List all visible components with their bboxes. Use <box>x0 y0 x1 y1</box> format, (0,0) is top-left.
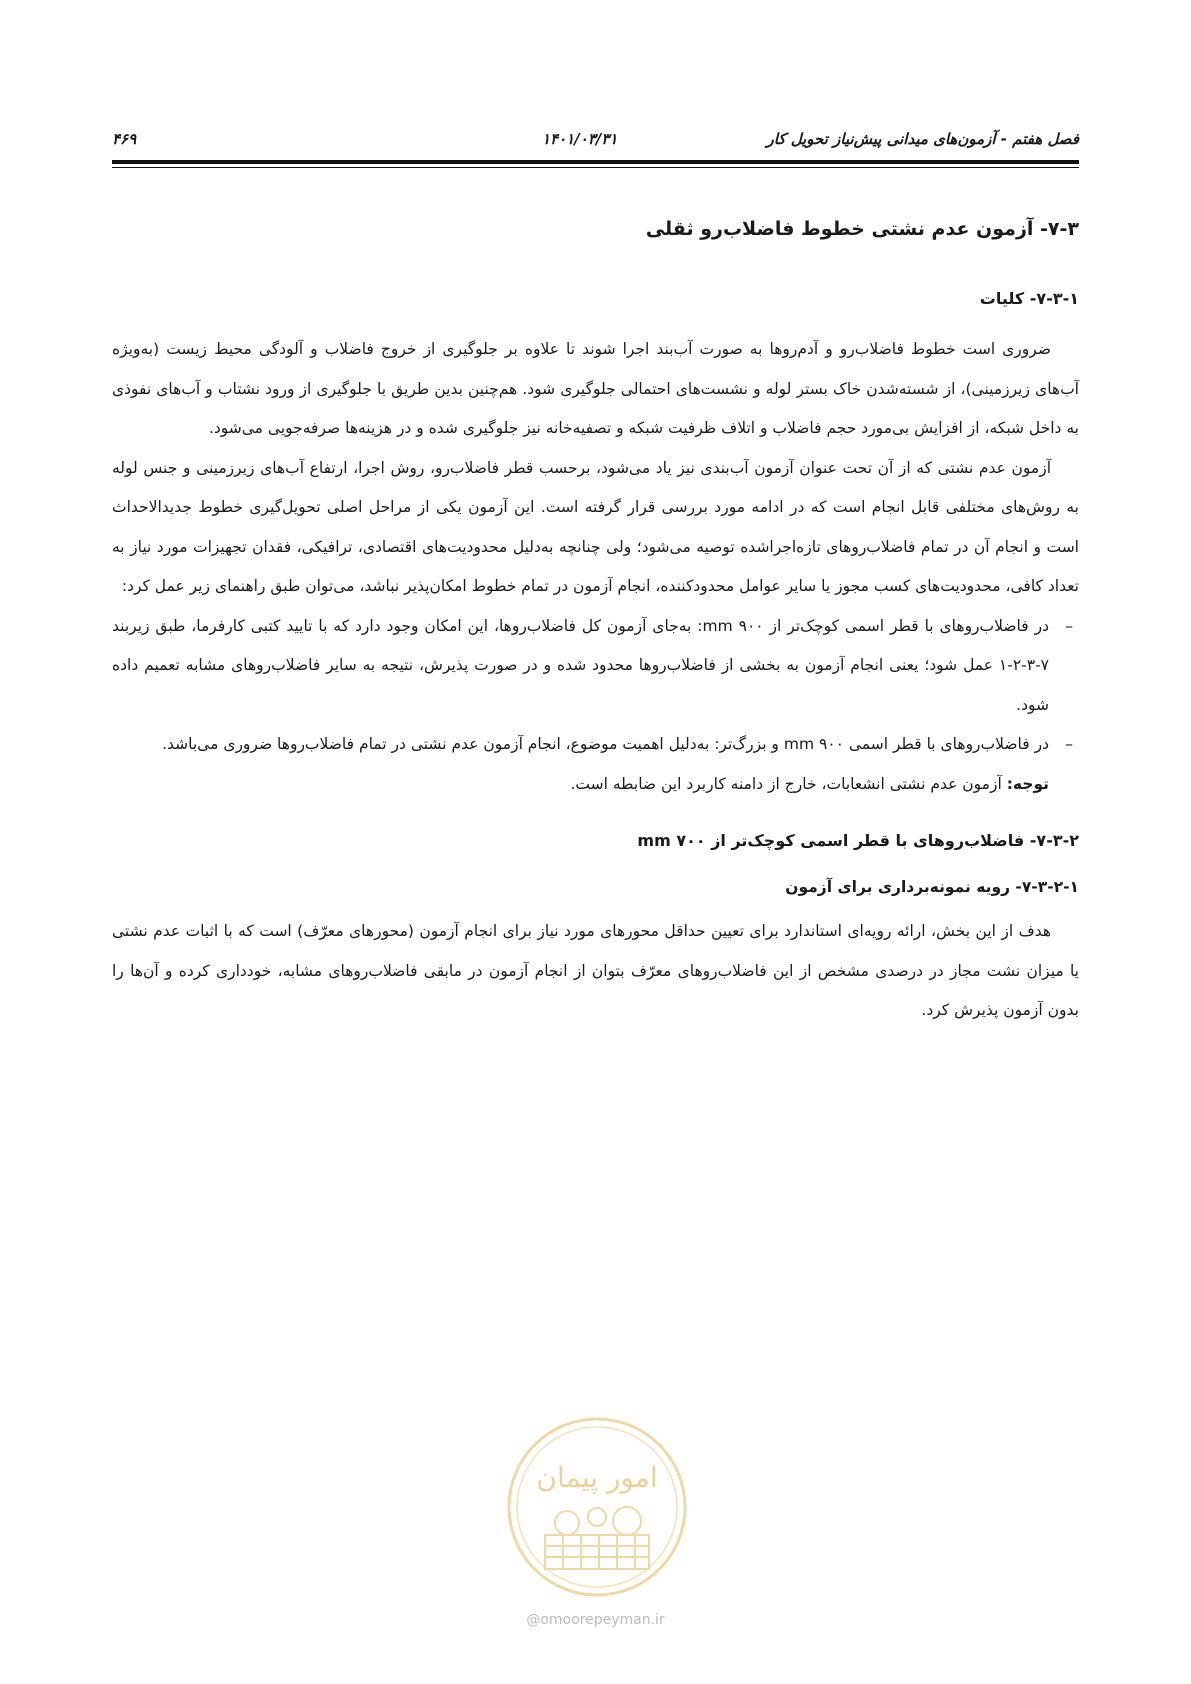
subsection-title-small-diameter: ۷-۳-۲- فاضلاب‌روهای با قطر اسمی کوچک‌تر از mm ۷۰۰ <box>637 831 1079 850</box>
header-rule-thin <box>112 167 1079 168</box>
list-item <box>112 607 1079 726</box>
guideline-list <box>112 607 1079 765</box>
note-label: توجه: <box>1006 774 1049 793</box>
page-body <box>112 214 1079 1031</box>
note-text: آزمون عدم نشتی انشعابات، خارج از دامنه کاربرد این ضابطه است. <box>570 774 1007 793</box>
header-rule-thick <box>112 160 1079 164</box>
page-number: ۴۶۹ <box>112 130 137 148</box>
note <box>112 765 1079 805</box>
paragraph-leak-test: آزمون عدم نشتی که از آن تحت عنوان آزمون آب‌بندی نیز یاد می‌شود، برحسب قطر فاضلاب‌رو، روش اجرا، ارتفاع آب‌های زیرزمینی و جنس لوله به روش‌های مختلفی قابل انجام است که در ادامه مورد بررسی قرار گرفته است. این آزمون یکی از مراحل اصلی تحویل‌گیری خطوط جدیدالاحداث است و انجام آن در تمام فاضلاب‌روهای تازه‌اجراشده توصیه می‌شود؛ ولی چنانچه به‌دلیل محدودیت‌های اقتصادی، ترافیکی، فقدان تجهیزات مورد نیاز به تعداد کافی، محدودیت‌های کسب مجوز یا سایر عوامل محدودکننده، انجام آزمون در تمام خطوط امکان‌پذیر نباشد، می‌توان طبق راهنمای زیر عمل کرد: <box>112 458 1079 595</box>
dash-bullet-icon: – <box>1065 616 1073 635</box>
paragraph-sampling: هدف از این بخش، ارائه رویه‌ای استاندارد برای تعیین حداقل محورهای مورد نیاز برای انجام آزمون (محورهای معرّف) است که با اثبات عدم نشتی یا میزان نشت مجاز در درصدی مشخص از این فاضلاب‌روهای معرّف بتوان از انجام آزمون در مابقی فاضلاب‌روهای مشابه، خودداری کرده و آن‌ها را بدون آزمون پذیرش کرد. <box>112 922 1079 1019</box>
list-item-text: در فاضلاب‌روهای با قطر اسمی کوچک‌تر از mm ۹۰۰: به‌جای آزمون کل فاضلاب‌روها، این امکان وجود دارد که با تایید کتبی کارفرما، طبق زیربند ۷-۳-۲-۱ عمل شود؛ یعنی انجام آزمون به بخشی از فاضلاب‌روها محدود شده و در صورت پذیرش، نتیجه به سایر فاضلاب‌روهای مشابه تعمیم داده شود. <box>112 616 1049 714</box>
subsection-title-general: ۷-۳-۱- کلیات <box>979 289 1079 308</box>
chapter-title: فصل هفتم - آزمون‌های میدانی پیش‌نیاز تحویل کار <box>766 130 1079 148</box>
page-header <box>112 128 1079 156</box>
watermark-logo-text: امور پیمان <box>536 1461 658 1494</box>
section-title: ۷-۳- آزمون عدم نشتی خطوط فاضلاب‌رو ثقلی <box>645 218 1079 240</box>
paragraph-intro: ضروری است خطوط فاضلاب‌رو و آدم‌روها به صورت آب‌بند اجرا شوند تا علاوه بر جلوگیری از خروج فاضلاب و آلودگی محیط زیست (به‌ویژه آب‌های زیرزمینی)، از شسته‌شدن خاک بستر لوله و نشست‌های احتمالی جلوگیری شود. هم‌چنین بدین طریق با جلوگیری از ورود نشتاب و آب‌های نفوذی به داخل شبکه، از افزایش بی‌مورد حجم فاضلاب و اتلاف ظرفیت شبکه و تصفیه‌خانه نیز جلوگیری شده و در هزینه‌ها صرفه‌جویی می‌شود. <box>112 340 1079 437</box>
list-item-text: در فاضلاب‌روهای با قطر اسمی mm ۹۰۰ و بزرگ‌تر: به‌دلیل اهمیت موضوع، انجام آزمون عدم نشتی در تمام فاضلاب‌روها ضروری می‌باشد. <box>162 735 1049 753</box>
subsubsection-title-sampling: ۷-۳-۲-۱- رویه نمونه‌برداری برای آزمون <box>785 878 1079 896</box>
dash-bullet-icon: – <box>1065 735 1073 753</box>
header-date: ۱۴۰۱/۰۳/۳۱ <box>542 130 618 148</box>
watermark-site: @omoorepeyman.ir <box>526 1612 665 1628</box>
list-item <box>112 725 1079 765</box>
watermark-logo-icon <box>505 1415 689 1599</box>
